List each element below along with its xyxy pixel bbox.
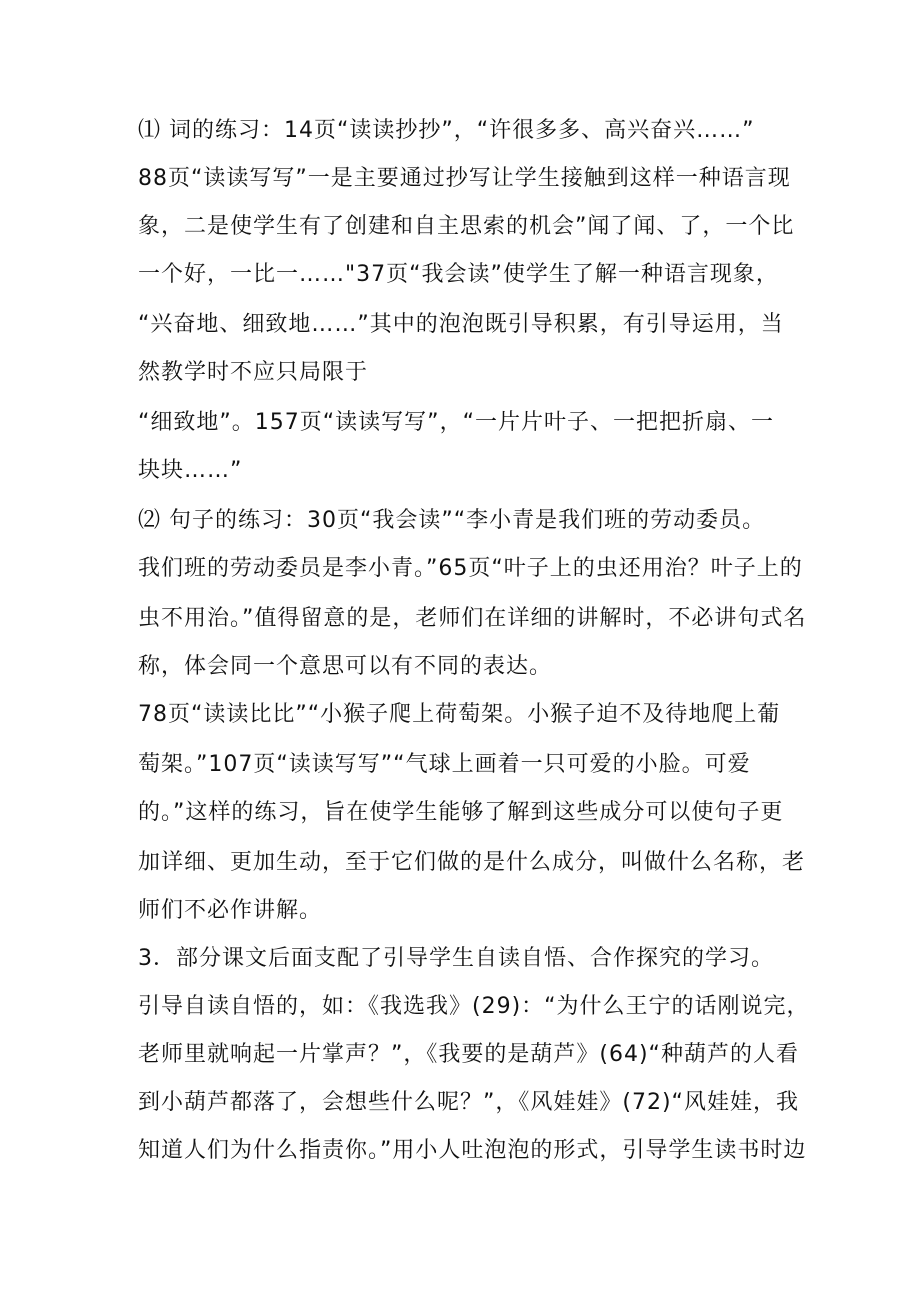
text-line: 一个好，一比一……"37页“我会读”使学生了解一种语言现象，: [138, 262, 779, 287]
text-line: 老师里就响起一片掌声？”，《我要的是葫芦》(64)“种葫芦的人看: [138, 1042, 799, 1067]
text-line: 虫不用治。”值得留意的是，老师们在详细的讲解时，不必讲句式名: [138, 606, 807, 631]
text-line: 然教学时不应只局限于: [138, 360, 369, 385]
text-line: 3．部分课文后面支配了引导学生自读自悟、合作探究的学习。: [138, 946, 774, 971]
text-line: “兴奋地、细致地……”其中的泡泡既引导积累，有引导运用，当: [138, 312, 784, 337]
text-line: 引导自读自悟的，如：《我选我》(29)：“为什么王宁的话刚说完，: [138, 994, 810, 1019]
text-line: 我们班的劳动委员是李小青。”65页“叶子上的虫还用治？叶子上的: [138, 556, 803, 581]
text-line: 称，体会同一个意思可以有不同的表达。: [138, 654, 553, 679]
text-line: 到小葫芦都落了，会想些什么呢？”，《风娃娃》(72)“风娃娃，我: [138, 1090, 799, 1115]
text-line: 萄架。”107页“读读写写”“气球上画着一只可爱的小脸。可爱: [138, 752, 751, 777]
text-line: 78页“读读比比”“小猴子爬上荷萄架。小猴子迫不及待地爬上葡: [138, 702, 781, 727]
text-line: ⑴ 词的练习：14页“读读抄抄”，“许很多多、高兴奋兴……”: [138, 118, 755, 143]
text-line: 88页“读读写写”一是主要通过抄写让学生接触到这样一种语言现: [138, 166, 791, 191]
text-line: “细致地”。157页“读读写写”，“一片片叶子、一把把折扇、一: [138, 410, 774, 435]
text-line: 加详细、更加生动，至于它们做的是什么成分，叫做什么名称，老: [138, 850, 806, 875]
text-line: 师们不必作讲解。: [138, 898, 323, 923]
text-line: 象，二是使学生有了创建和自主思索的机会”闻了闻、了，一个比: [138, 214, 795, 239]
text-line: 知道人们为什么指责你。”用小人吐泡泡的形式，引导学生读书时边: [138, 1138, 807, 1163]
text-line: 块块……”: [138, 458, 243, 483]
text-line: ⑵ 句子的练习：30页“我会读”“李小青是我们班的劳动委员。: [138, 508, 766, 533]
text-line: 的。”这样的练习，旨在使学生能够了解到这些成分可以使句子更: [138, 800, 784, 825]
